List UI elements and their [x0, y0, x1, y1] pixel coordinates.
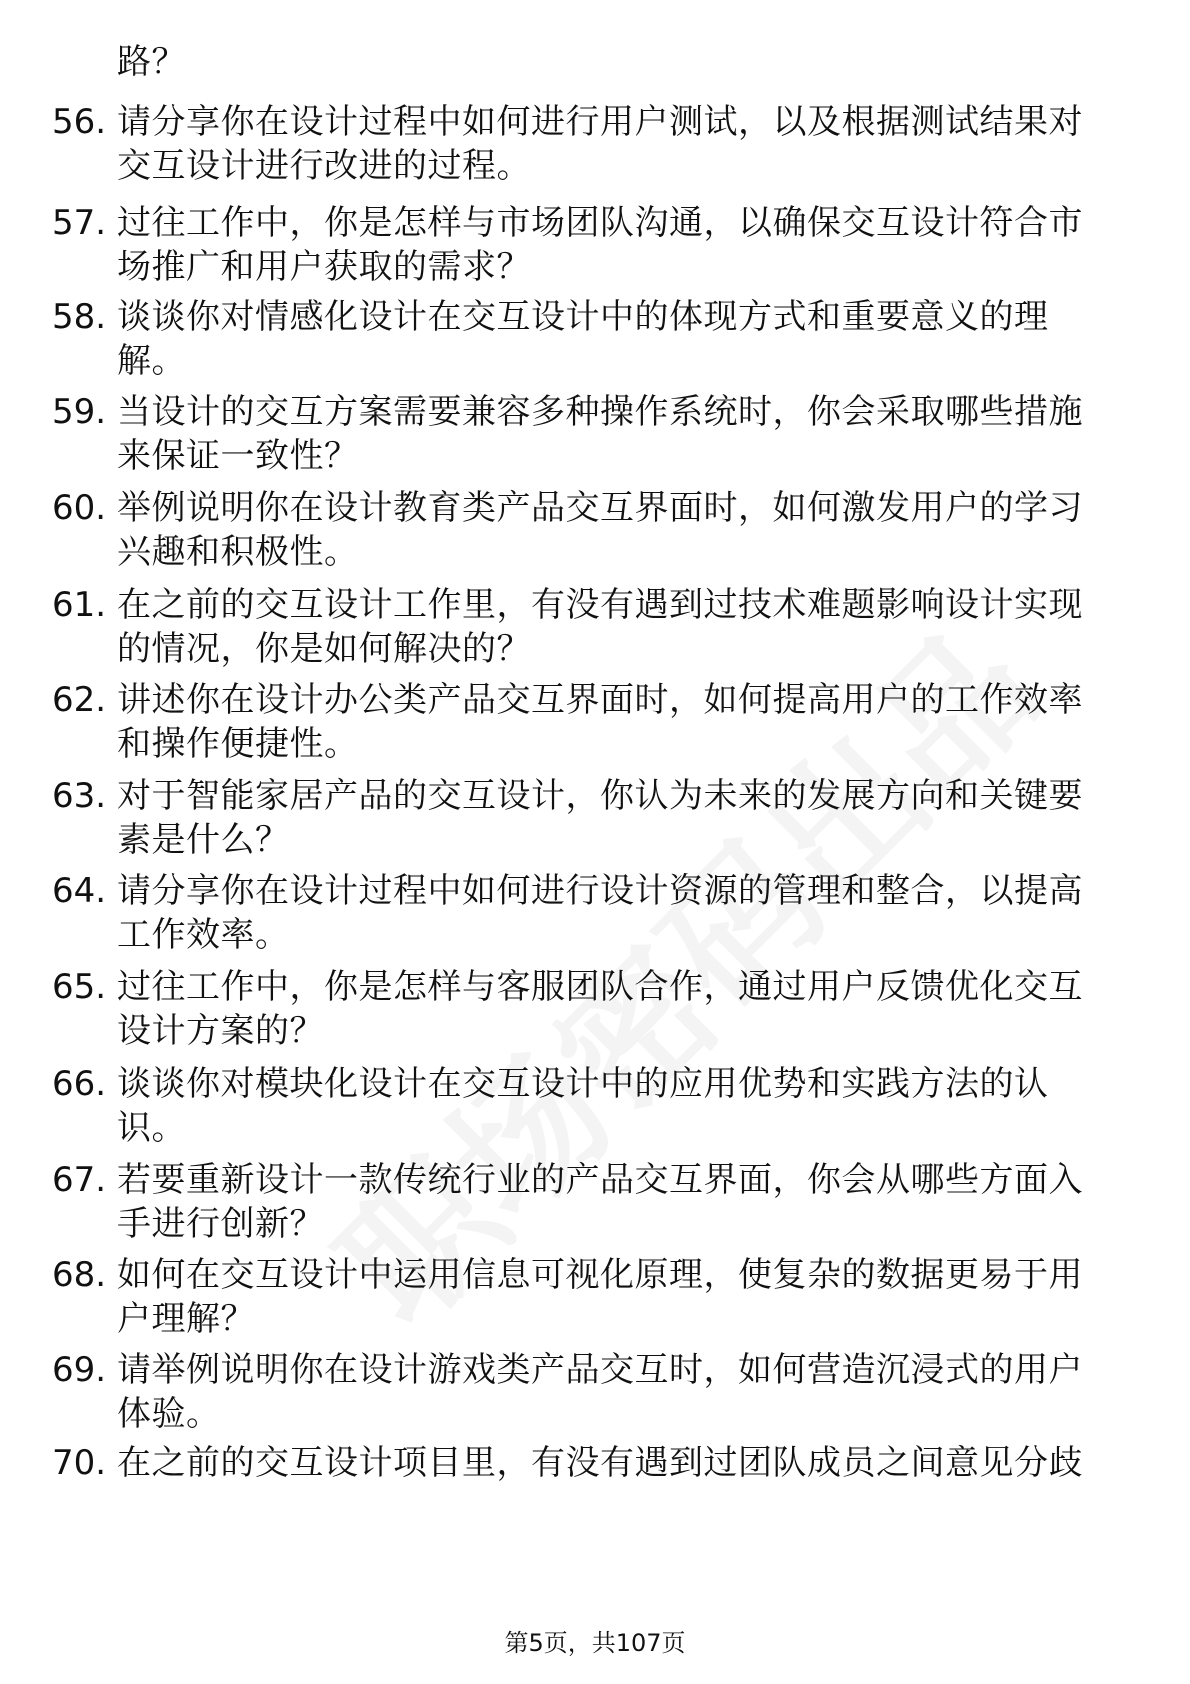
page-footer: 第5页，共107页: [504, 1629, 686, 1657]
question-number: 62.: [52, 680, 107, 720]
question-text-line: 手进行创新？: [117, 1204, 324, 1244]
question-text-line: 交互设计进行改进的过程。: [117, 146, 531, 186]
question-text-line: 过往工作中，你是怎样与市场团队沟通，以确保交互设计符合市: [117, 203, 1083, 243]
question-number: 64.: [52, 871, 107, 911]
question-text-line: 识。: [117, 1108, 186, 1148]
question-text-line: 来保证一致性？: [117, 436, 359, 476]
question-text-line: 对于智能家居产品的交互设计，你认为未来的发展方向和关键要: [117, 776, 1083, 816]
question-number: 66.: [52, 1064, 107, 1104]
question-text-line: 兴趣和积极性。: [117, 532, 359, 572]
question-number: 67.: [52, 1160, 107, 1200]
question-text-line: 谈谈你对情感化设计在交互设计中的体现方式和重要意义的理: [117, 297, 1049, 337]
question-number: 57.: [52, 203, 107, 243]
question-number: 61.: [52, 585, 107, 625]
question-text-line: 和操作便捷性。: [117, 724, 359, 764]
question-number: 70.: [52, 1443, 107, 1483]
question-number: 69.: [52, 1350, 107, 1390]
question-text-line: 场推广和用户获取的需求？: [117, 247, 531, 287]
question-number: 56.: [52, 102, 107, 142]
question-text-line: 体验。: [117, 1394, 221, 1434]
question-text-line: 举例说明你在设计教育类产品交互界面时，如何激发用户的学习: [117, 488, 1083, 528]
question-text-line: 过往工作中，你是怎样与客服团队合作，通过用户反馈优化交互: [117, 967, 1083, 1007]
question-number: 68.: [52, 1255, 107, 1295]
question-text-line: 素是什么？: [117, 820, 290, 860]
question-text-line: 在之前的交互设计项目里，有没有遇到过团队成员之间意见分歧: [117, 1443, 1083, 1483]
question-text-line: 当设计的交互方案需要兼容多种操作系统时，你会采取哪些措施: [117, 392, 1083, 432]
question-text-line: 若要重新设计一款传统行业的产品交互界面，你会从哪些方面入: [117, 1160, 1083, 1200]
question-text-line: 请举例说明你在设计游戏类产品交互时，如何营造沉浸式的用户: [117, 1350, 1083, 1390]
question-number: 58.: [52, 297, 107, 337]
question-number: 60.: [52, 488, 107, 528]
question-text-line: 工作效率。: [117, 915, 290, 955]
continued-line: 路？: [117, 42, 186, 82]
question-number: 63.: [52, 776, 107, 816]
question-text-line: 在之前的交互设计工作里，有没有遇到过技术难题影响设计实现: [117, 585, 1083, 625]
question-text-line: 谈谈你对模块化设计在交互设计中的应用优势和实践方法的认: [117, 1064, 1049, 1104]
question-text-line: 设计方案的？: [117, 1011, 324, 1051]
question-number: 65.: [52, 967, 107, 1007]
question-text-line: 如何在交互设计中运用信息可视化原理，使复杂的数据更易于用: [117, 1255, 1083, 1295]
question-number: 59.: [52, 392, 107, 432]
question-text-line: 的情况，你是如何解决的？: [117, 629, 531, 669]
question-text-line: 解。: [117, 341, 186, 381]
question-text-line: 请分享你在设计过程中如何进行用户测试，以及根据测试结果对: [117, 102, 1083, 142]
question-text-line: 讲述你在设计办公类产品交互界面时，如何提高用户的工作效率: [117, 680, 1083, 720]
question-text-line: 请分享你在设计过程中如何进行设计资源的管理和整合，以提高: [117, 871, 1083, 911]
question-text-line: 户理解？: [117, 1299, 255, 1339]
